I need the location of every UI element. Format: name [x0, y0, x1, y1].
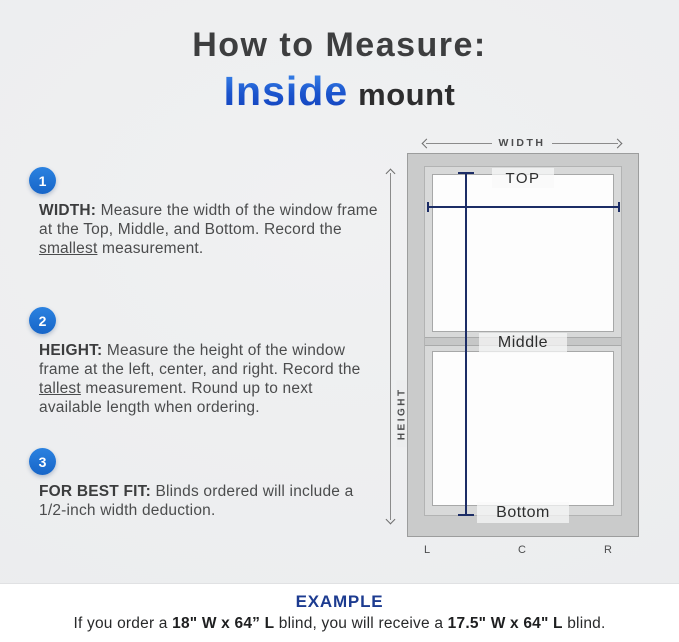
- step-2-text: [27, 341, 379, 417]
- step-2-body: Measure the height of the window frame at the left, center, and right. Record the: [39, 342, 361, 378]
- example-after: blind.: [562, 615, 606, 632]
- arrow-right-icon: [613, 138, 623, 148]
- example-received-size: 17.5" W x 64" L: [447, 615, 563, 632]
- middle-position-label: Middle: [479, 333, 567, 353]
- width-measure-label: WIDTH: [498, 137, 546, 149]
- top-position-label: TOP: [492, 168, 554, 188]
- window-pane-top: [432, 174, 614, 332]
- arrow-left-icon: [422, 138, 432, 148]
- horizontal-measure-line: [427, 206, 620, 208]
- step-1-underlined-word: smallest: [39, 240, 98, 257]
- vertical-measure-line: [465, 172, 467, 516]
- example-ordered-size: 18" W x 64” L: [172, 615, 275, 632]
- window-pane-bottom: [432, 351, 614, 506]
- step-2-badge: 2: [29, 307, 56, 334]
- height-arrow-line: [390, 173, 391, 520]
- step-width: [27, 167, 379, 258]
- center-mark: C: [518, 544, 526, 556]
- example-title: EXAMPLE: [295, 592, 384, 611]
- step-1-body: Measure the width of the window frame at the Top, Middle, and Bottom. Record the: [39, 202, 378, 238]
- example-between: blind, you will receive a: [274, 615, 448, 632]
- left-mark: L: [424, 544, 431, 556]
- example-section: [0, 584, 679, 642]
- step-height: [27, 307, 379, 417]
- right-mark: R: [604, 544, 612, 556]
- step-1-badge: 1: [29, 167, 56, 194]
- title-line2: [0, 68, 679, 115]
- example-before: If you order a: [73, 615, 173, 632]
- step-3-lead: FOR BEST FIT:: [39, 483, 151, 500]
- step-2-body-after: measurement. Round up to next available length when ordering.: [39, 380, 313, 416]
- width-measure-arrow: [423, 137, 621, 149]
- step-1-lead: WIDTH:: [39, 202, 97, 219]
- bottom-position-label: Bottom: [477, 502, 569, 523]
- width-arrow-line-left: [426, 143, 492, 144]
- step-1-text: [27, 201, 379, 258]
- step-3-text: [27, 482, 379, 520]
- page-title: [0, 26, 679, 115]
- step-1-body-after: measurement.: [97, 240, 204, 257]
- height-measure-arrow: [384, 170, 407, 523]
- title-suffix: mount: [358, 77, 456, 112]
- step-2-lead: HEIGHT:: [39, 342, 103, 359]
- title-line1: How to Measure:: [192, 26, 487, 64]
- arrow-down-icon: [386, 515, 396, 525]
- example-text: [0, 615, 679, 633]
- step-3-body: Blinds ordered will include a 1/2-inch width deduction.: [39, 483, 354, 519]
- step-best-fit: [27, 448, 379, 520]
- title-highlight: Inside: [223, 68, 349, 114]
- width-arrow-line-right: [552, 143, 618, 144]
- step-2-underlined-word: tallest: [39, 380, 81, 397]
- arrow-up-icon: [386, 169, 396, 179]
- height-measure-label: HEIGHT: [396, 380, 407, 447]
- step-3-badge: 3: [29, 448, 56, 475]
